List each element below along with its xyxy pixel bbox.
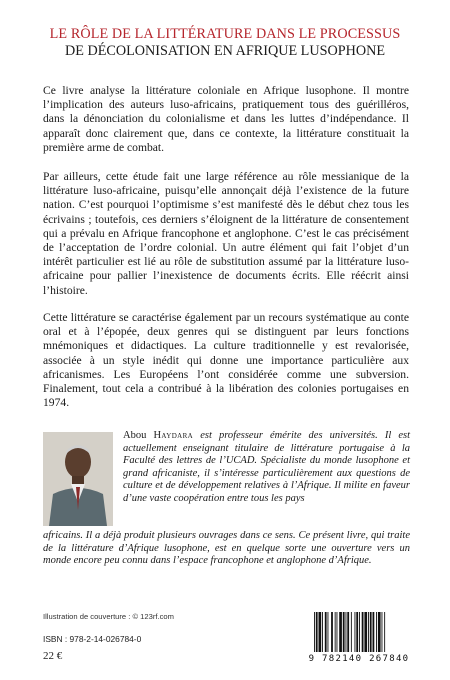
barcode-digits: 9 782140 267840 (308, 654, 410, 664)
isbn: ISBN : 978-2-14-026784-0 (43, 634, 142, 644)
author-photo (43, 432, 113, 526)
author-name: Abou Haydara (123, 430, 194, 441)
author-bio-rest: africains. Il a déjà produit plusieurs ouvrages dans ce sens. Ce présent livre, qui traite de la littérature d’Afrique lusophone, est en quelque sorte une ouverture vers un monde encore peu connu dans l’espace francophone et anglophone d’Afrique. (43, 530, 410, 567)
barcode-icon (308, 611, 410, 655)
book-title (0, 26, 450, 60)
summary-paragraph-3: Cette littérature se caractérise également par un recours systématique au conte oral et à l’épopée, deux genres qui se distinguent par leurs fonctions mnémoniques et didactiques. La culture traditionnelle y est revalorisée, associée à un style inédit qui donne une importance particulière aux africanismes. Les Européens l’ont considérée comme une subversion. Finalement, tout cela a contribué à la libération des colonies portugaises en 1974. (43, 311, 409, 410)
author-portrait-icon (43, 432, 113, 526)
barcode (308, 611, 410, 667)
title-line-1: LE RÔLE DE LA LITTÉRATURE DANS LE PROCESSUS (49, 26, 401, 42)
title-line-2: DE DÉCOLONISATION EN AFRIQUE LUSOPHONE (65, 43, 385, 59)
author-bio-top (123, 430, 410, 506)
summary-paragraph-1: Ce livre analyse la littérature coloniale en Afrique lusophone. Il montre l’implication des auteurs luso-africains, pratiquement tous des guérilléros, dans la dénonciation du colonialisme et dans les luttes d’indépendance. Il apparaît donc clairement que, dans ce contexte, la littérature constituait la première arme de combat. (43, 84, 409, 154)
author-bio-text: est professeur émérite des universités. Il est actuellement enseignant titulaire de littérature portugaise à la Faculté des lettres de l’UCAD. Spécialiste du monde lusophone et grand africaniste, il s’intéresse particulièrement aux questions de culture et de développement relatives à l’Afrique. Il milite en faveur d’une vaste coopération entre tous les pays (123, 430, 411, 504)
price: 22 € (43, 650, 63, 662)
summary-paragraph-2: Par ailleurs, cette étude fait une large référence au rôle messianique de la littérature luso-africaine, puisqu’elle annonçait déjà l’existence de la future nation. C’est pourquoi l’optimisme s’est manifesté dès le début chez tous les écrivains ; toutefois, ces derniers s’éloignent de la littérature de consentement qui a prévalu en Afrique francophone et anglophone. C’est le cas précisément de l’acceptation de l’ordre colonial. Un autre élément qui fait l’objet d’un intérêt particulier est lié au rôle de substitution assumé par la littérature luso-africaine pour pallier l’inexistence de documents écrits. Elle réécrit ainsi l’histoire. (43, 170, 409, 297)
cover-credit: Illustration de couverture : © 123rf.com (43, 612, 174, 621)
